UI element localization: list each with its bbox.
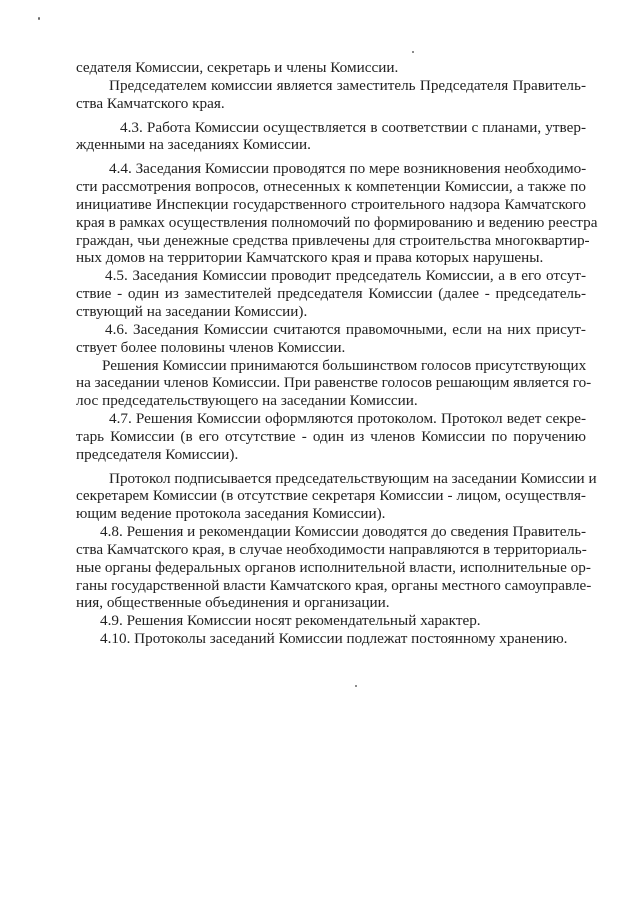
text-line: 4.6. Заседания Комиссии считаются правомочными, если на них присут-	[105, 320, 586, 338]
paragraph	[76, 612, 586, 630]
paragraph	[76, 321, 586, 357]
text-line: ства Камчатского края, в случае необходимости направляются в территориаль-	[76, 540, 587, 558]
text-line: 4.9. Решения Комиссии носят рекомендательный характер.	[100, 612, 481, 630]
text-line: тарь Комиссии (в его отсутствие - один из членов Комиссии по поручению	[76, 427, 586, 445]
text-line: ных домов на территории Камчатского края и права которых нарушены.	[76, 249, 544, 267]
scan-speck	[412, 51, 414, 53]
text-line: жденными на заседаниях Комиссии.	[76, 136, 311, 154]
paragraph	[76, 356, 592, 411]
text-line: на заседании членов Комиссии. При равенстве голосов решающим является го-	[76, 374, 592, 392]
text-line: ства Камчатского края.	[76, 94, 225, 112]
text-line: 4.4. Заседания Комиссии проводятся по мере возникновения необходимо-	[109, 160, 587, 178]
paragraph	[76, 410, 586, 464]
text-line: седателя Комиссии, секретарь и члены Комиссии.	[76, 59, 399, 76]
text-line: Протокол подписывается председательствующим на заседании Комиссии и	[109, 469, 597, 487]
text-line: ствует более половины членов Комиссии.	[76, 338, 346, 356]
text-line: лос председательствующего на заседании Комиссии.	[76, 392, 418, 410]
paragraph	[76, 77, 586, 113]
scan-speck	[355, 685, 357, 687]
text-line: 4.7. Решения Комиссии оформляются протоколом. Протокол ведет секре-	[109, 410, 586, 428]
text-line: ния, общественные объединения и организации.	[76, 594, 390, 612]
paragraph	[76, 523, 592, 612]
text-line: ганы государственной власти Камчатского края, органы местного самоуправле-	[76, 576, 592, 594]
text-line: ющим ведение протокола заседания Комиссии).	[76, 505, 386, 523]
document-body	[76, 59, 598, 648]
text-line: граждан, чьи денежные средства привлечены для строительства многоквартир-	[76, 231, 590, 249]
paragraph	[76, 630, 586, 648]
text-line: 4.3. Работа Комиссии осуществляется в соответствии с планами, утвер-	[120, 118, 586, 136]
scan-speck	[38, 17, 40, 20]
text-line: ствие - один из заместителей председателя Комиссии (далее - председатель-	[76, 285, 586, 303]
text-line: сти рассмотрения вопросов, отнесенных к компетенции Комиссии, а также по	[76, 178, 586, 196]
text-line: 4.8. Решения и рекомендации Комиссии доводятся до сведения Правитель-	[100, 523, 586, 541]
text-line: 4.10. Протоколы заседаний Комиссии подлежат постоянному хранению.	[100, 630, 568, 648]
text-line: Решения Комиссии принимаются большинством голосов присутствующих	[102, 356, 587, 374]
paragraph	[76, 160, 598, 267]
text-line: Председателем комиссии является заместитель Председателя Правитель-	[109, 76, 586, 94]
paragraph	[76, 59, 586, 77]
text-line: ствующий на заседании Комиссии).	[76, 302, 308, 320]
text-line: инициативе Инспекции государственного строительного надзора Камчатского	[76, 195, 586, 213]
text-line: 4.5. Заседания Комиссии проводит председатель Комиссии, а в его отсут-	[105, 267, 586, 285]
paragraph	[76, 267, 586, 321]
paragraph	[76, 469, 597, 524]
paragraph	[76, 119, 586, 155]
text-line: края в рамках осуществления полномочий по формированию и ведению реестра	[76, 213, 598, 231]
text-line: председателя Комиссии).	[76, 445, 239, 463]
text-line: секретарем Комиссии (в отсутствие секретаря Комиссии - лицом, осуществля-	[76, 487, 586, 505]
text-line: ные органы федеральных органов исполнительной власти, исполнительные ор-	[76, 558, 591, 576]
